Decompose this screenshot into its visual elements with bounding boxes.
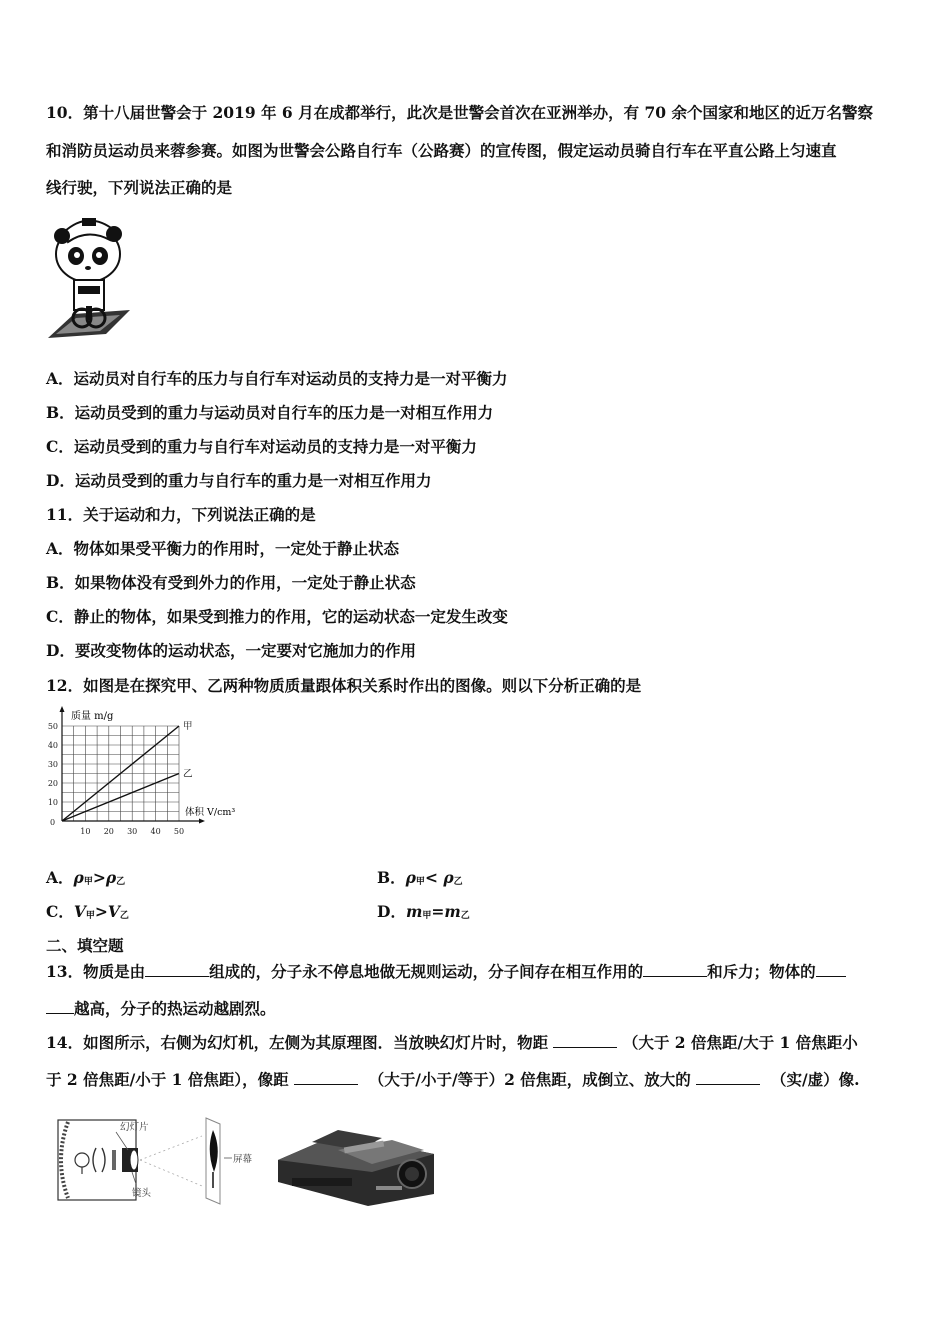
option-letter: A． [46,868,74,887]
q10-stem-line3: 线行驶，下列说法正确的是 [46,178,233,197]
option-letter: B． [377,868,406,887]
q14-blank-1[interactable] [553,1033,617,1048]
option-letter: D． [377,902,406,921]
y-axis-label: 质量 m/g [71,711,114,722]
series-label: 乙 [183,768,193,780]
mass-volume-chart [40,703,260,839]
q12-option-a: A．$\rho_甲>\rho_乙$ [46,868,126,887]
q10-stem-line2: 和消防员运动员来蓉参赛。如图为世警会公路自行车（公路赛）的宣传图，假定运动员骑自行车在平直公路上匀速直 [46,141,837,160]
x-axis-arrow [199,819,205,824]
q12-option-b: B．$\rho_甲< \rho_乙$ [377,868,463,887]
q14-blank-3[interactable] [696,1070,760,1085]
x-axis-label: 体积 V/cm³ [185,807,236,818]
q13-line2: 越高，分子的热运动越剧烈。 [46,999,276,1019]
y-tick-label: 30 [47,760,58,769]
q10-option-a: A．运动员对自行车的压力与自行车对运动员的支持力是一对平衡力 [46,369,508,388]
q11-stem: 11．关于运动和力，下列说法正确的是 [46,505,316,524]
q11-option-c: C．静止的物体，如果受到推力的作用，它的运动状态一定发生改变 [46,607,508,626]
x-tick-label: 50 [173,827,185,836]
x-tick-label: 40 [150,827,161,836]
slide [112,1150,116,1170]
q13-blank-3[interactable] [816,962,846,977]
q14-line1: 14．如图所示，右侧为幻灯机，左侧为其原理图．当放映幻灯片时，物距 （大于 2 倍焦距/大于 1 倍焦距小 [46,1033,858,1052]
q14-blank-2[interactable] [294,1070,358,1085]
section-title: 二、填空题 [46,936,124,955]
projector-principle-diagram [52,1114,252,1206]
q13-blank-1[interactable] [145,962,209,977]
q13-blank-3-cont[interactable] [46,999,74,1014]
q10-stem-line1: 10．第十八届世警会于 2019 年 6 月在成都举行，此次是世警会首次在亚洲举办，有 70 余个国家和地区的近万名警察 [46,103,873,122]
q14-line2: 于 2 倍焦距/小于 1 倍焦距），像距 （大于/小于/等于）2 倍焦距，成倒立、放大的 （实/虚）像. [46,1070,860,1089]
condenser-lens [93,1148,96,1172]
x-tick-label: 30 [127,827,138,836]
q12-option-c: C．$V_甲>V_乙$ [46,902,129,921]
series-label: 甲 [183,721,193,732]
x-tick-label: 20 [103,827,114,836]
panda-cyclist-illustration [44,210,136,342]
reflector [61,1122,68,1198]
q12-stem: 12．如图是在探究甲、乙两种物质质量跟体积关系时作出的图像。则以下分析正确的是 [46,676,642,695]
q13-blank-2[interactable] [643,962,707,977]
x-tick-label: 10 [80,827,91,836]
q12-option-d: D．$m_甲=m_乙$ [377,902,470,921]
q11-option-a: A．物体如果受平衡力的作用时，一定处于静止状态 [46,539,400,558]
q10-option-c: C．运动员受到的重力与自行车对运动员的支持力是一对平衡力 [46,437,477,456]
lamp-icon [75,1153,89,1167]
y-tick-label: 50 [47,722,58,731]
q11-option-b: B．如果物体没有受到外力的作用，一定处于静止状态 [46,573,416,592]
q10-option-d: D．运动员受到的重力与自行车的重力是一对相互作用力 [46,471,432,490]
screen-label: 屏幕 [233,1154,252,1165]
q10-option-b: B．运动员受到的重力与运动员对自行车的压力是一对相互作用力 [46,403,494,422]
q11-option-d: D．要改变物体的运动状态，一定要对它施加力的作用 [46,641,416,660]
y-tick-label: 40 [47,741,58,750]
y-tick-label: 10 [47,798,58,807]
slide-projector-photo [272,1120,438,1208]
y-tick-label: 20 [47,779,58,788]
slide-label: 幻灯片 [120,1122,149,1133]
q13-line1: 13．物质是由 组成的，分子永不停息地做无规则运动，分子间存在相互作用的 和斥力；物体的 [46,962,846,982]
lens-label: 镜头 [132,1188,152,1199]
y-axis-arrow [60,706,65,712]
option-letter: C． [46,902,74,921]
origin-label: 0 [50,818,56,827]
